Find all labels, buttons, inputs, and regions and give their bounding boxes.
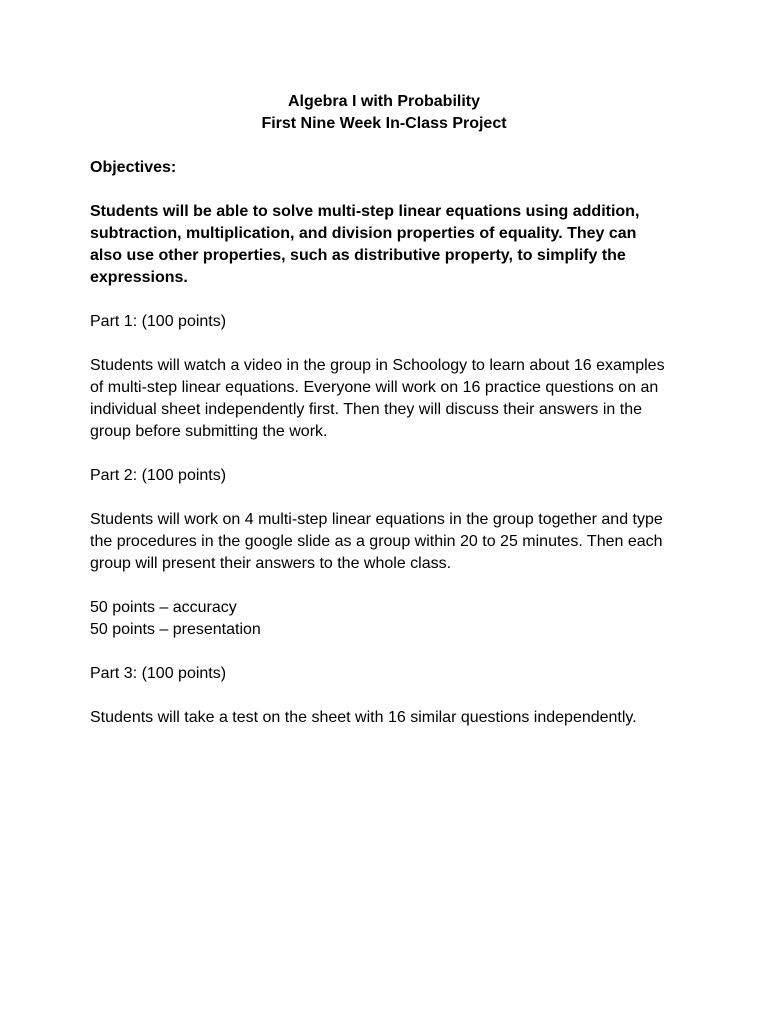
title-line-1: Algebra I with Probability (287, 93, 481, 110)
objectives-heading: Objectives: (90, 159, 177, 176)
part2-scoring (90, 597, 678, 641)
scoring-item-presentation: 50 points – presentation (90, 621, 261, 638)
part2-paragraph (90, 509, 678, 575)
objective-line: expressions. (90, 269, 188, 286)
objective-line: also use other properties, such as distributive property, to simplify the (90, 247, 626, 264)
document-title (90, 91, 678, 135)
part3-heading: Part 3: (100 points) (90, 665, 227, 682)
part1-paragraph (90, 355, 678, 443)
part1-heading: Part 1: (100 points) (90, 313, 227, 330)
part2-line: group will present their answers to the whole class. (90, 555, 452, 572)
part1-line: group before submitting the work. (90, 423, 328, 440)
scoring-item-accuracy: 50 points – accuracy (90, 599, 237, 616)
title-line-2: First Nine Week In-Class Project (261, 115, 507, 132)
part1-line: of multi-step linear equations. Everyone will work on 16 practice questions on an (90, 379, 659, 396)
part2-line: the procedures in the google slide as a group within 20 to 25 minutes. Then each (90, 533, 663, 550)
part2-line: Students will work on 4 multi-step linear equations in the group together and type (90, 511, 663, 528)
part3-line: Students will take a test on the sheet with 16 similar questions independently. (90, 709, 637, 726)
objective-line: subtraction, multiplication, and division properties of equality. They can (90, 225, 637, 242)
part3-paragraph (90, 707, 678, 729)
part2-heading: Part 2: (100 points) (90, 467, 227, 484)
objective-line: Students will be able to solve multi-step linear equations using addition, (90, 203, 640, 220)
part1-line: Students will watch a video in the group in Schoology to learn about 16 examples (90, 357, 665, 374)
objective-paragraph (90, 201, 678, 289)
part1-line: individual sheet independently first. Then they will discuss their answers in the (90, 401, 642, 418)
